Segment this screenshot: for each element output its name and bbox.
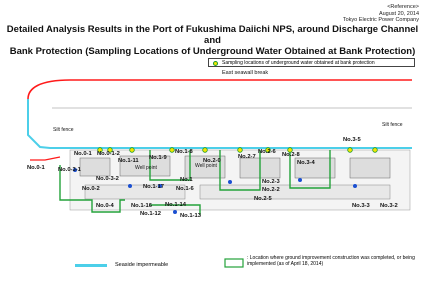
sampling-legend-text: Sampling locations of underground water obtained at bank protection xyxy=(222,60,375,66)
label-no-1-9: No.1-9 xyxy=(149,155,167,161)
label-no-1-14: No.1-14 xyxy=(165,202,186,208)
report-date: August 20, 2014 xyxy=(378,10,419,17)
silt-fence-left-label: Silt fence xyxy=(53,127,74,133)
title-line-2: Bank Protection (Sampling Locations of Underground Water Obtained at Bank Protection) xyxy=(9,46,416,57)
seaside-legend-swatch xyxy=(75,264,107,267)
title-line-1: Detailed Analysis Results in the Port of Fukushima Daiichi NPS, around Discharge Channel and xyxy=(6,24,419,46)
seaside-legend xyxy=(115,262,168,268)
label-no-2-6: No.2-6 xyxy=(258,149,276,155)
label-no-0-1: No.0-1 xyxy=(74,151,92,157)
label-no-3-2: No.3-2 xyxy=(380,203,398,209)
sampling-point xyxy=(203,148,208,153)
label-no-2-8: No.2-8 xyxy=(282,152,300,158)
seawall-left-segment xyxy=(30,157,60,160)
sampling-point xyxy=(348,148,353,153)
label-no-0-3-1: No.0-3-1 xyxy=(58,167,81,173)
well-point-label-2: Well point xyxy=(195,163,217,169)
building-6 xyxy=(350,158,390,178)
east-seawall-label: East seawall break xyxy=(222,70,269,76)
improvement-legend-box xyxy=(225,259,243,267)
label-no-0-2: No.0-2 xyxy=(82,186,100,192)
label-no-1-13: No.1-13 xyxy=(180,213,201,219)
label-no-0-1-b: No.0-1 xyxy=(27,165,45,171)
label-no-2-2: No.2-2 xyxy=(262,187,280,193)
sampling-point xyxy=(373,148,378,153)
label-no-1-11: No.1-11 xyxy=(118,158,139,164)
label-no-2-5: No.2-5 xyxy=(254,196,272,202)
label-no-1-12: No.1-12 xyxy=(140,211,161,217)
label-no-0-1-2: No.0-1-2 xyxy=(97,151,120,157)
label-no-2-3: No.2-3 xyxy=(262,179,280,185)
observation-well xyxy=(353,184,357,188)
organization: Tokyo Electric Power Company xyxy=(342,17,419,23)
sampling-point xyxy=(238,148,243,153)
seaside-legend-text: Seaside impermeable xyxy=(115,262,169,268)
label-no-3-4: No.3-4 xyxy=(297,160,315,166)
observation-well xyxy=(128,184,132,188)
silt-fence-right-label: Silt fence xyxy=(382,122,403,128)
reference-tag: <Reference> xyxy=(387,4,419,10)
sampling-point xyxy=(130,148,135,153)
improvement-legend xyxy=(247,255,417,267)
observation-well xyxy=(298,178,302,182)
label-no-0-4: No.0-4 xyxy=(96,203,114,209)
label-no-0-3-2: No.0-3-2 xyxy=(96,176,119,182)
improvement-legend-text: : Location where ground improvement construction was completed, or being implemented (as of April 18, 2014) xyxy=(247,255,415,267)
label-no-3-5: No.3-5 xyxy=(343,137,361,143)
building-8 xyxy=(200,185,390,199)
label-no-1-17: No.1-17 xyxy=(143,184,164,190)
well-point-label-1: Well point xyxy=(135,165,157,171)
label-no-2-0: No.2-0 xyxy=(203,158,221,164)
observation-well xyxy=(173,210,177,214)
building-1 xyxy=(80,158,110,176)
label-no-1: No.1 xyxy=(180,177,193,183)
label-no-2-7: No.2-7 xyxy=(238,154,256,160)
label-no-1-8: No.1-8 xyxy=(175,149,193,155)
label-no-3-3: No.3-3 xyxy=(352,203,370,209)
label-no-1-16: No.1-16 xyxy=(131,203,152,209)
building-7 xyxy=(85,185,185,199)
sampling-point xyxy=(170,148,175,153)
observation-well xyxy=(228,180,232,184)
label-no-1-6: No.1-6 xyxy=(176,186,194,192)
seawall-line xyxy=(28,80,412,99)
